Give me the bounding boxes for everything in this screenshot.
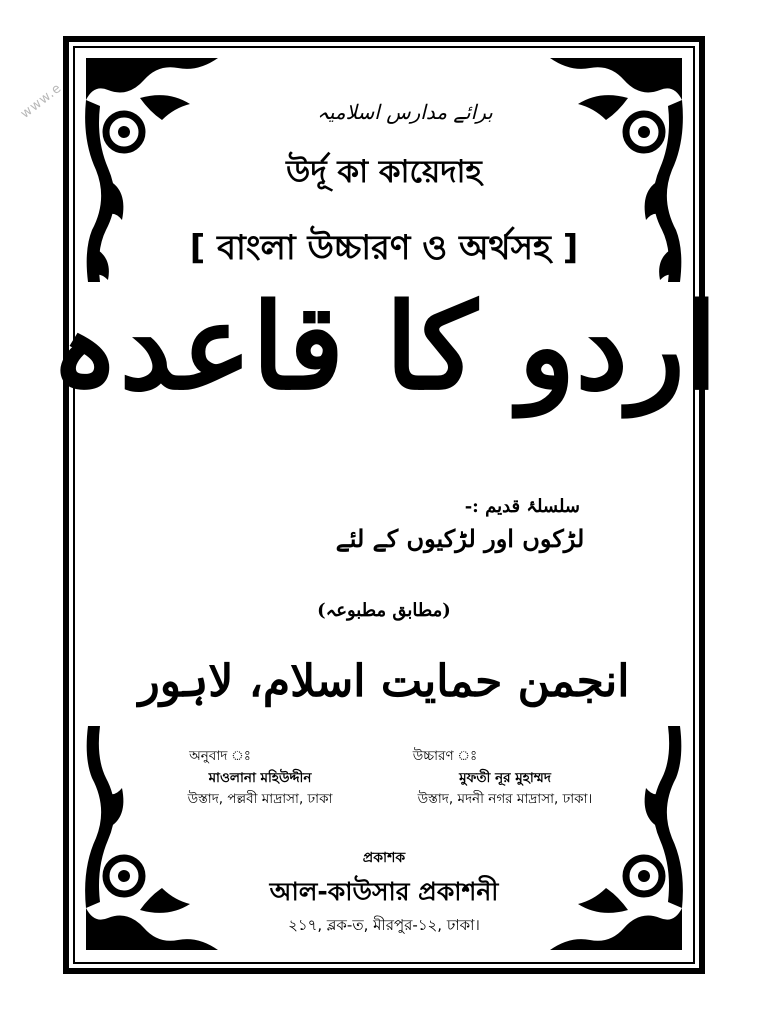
- urdu-title: اردو کا قاعدہ: [50, 277, 718, 416]
- translator-label: অনুবাদ ঃ: [189, 748, 251, 764]
- subtitle-close-bracket: ]: [562, 228, 579, 268]
- series-line: سلسلۂ قدیم :-: [464, 496, 580, 517]
- subtitle-open-bracket: [: [189, 228, 206, 268]
- publisher-label: প্রকাশক: [362, 850, 406, 866]
- pronunciation-desc: উস্তাদ, মদনী নগর মাদ্রাসা, ঢাকা।: [417, 791, 593, 808]
- subtitle: [0, 222, 768, 279]
- watermark: www.e: [18, 80, 65, 122]
- edition-note: (مطابق مطبوعہ): [317, 600, 451, 621]
- subtitle-text: বাংলা উচ্চারণ ও অর্থসহ: [217, 228, 551, 268]
- hindi-title: উর্দূ কা কায়েদাহ: [286, 154, 482, 190]
- pronunciation-label: উচ্চারণ ঃ: [412, 748, 478, 764]
- audience-line: لڑکوں اور لڑکیوں کے لئے: [335, 524, 585, 553]
- translator-name: মাওলানা মহিউদ্দীন: [208, 769, 312, 786]
- pronunciation-credit: [380, 746, 630, 811]
- publisher-name: আল-কাউসার প্রকাশনী: [269, 877, 499, 906]
- organization-name: انجمن حمایت اسلام، لاہور: [138, 656, 630, 707]
- publisher-address: ২১৭, ব্লক-ত, মীরপুর-১২, ঢাকা।: [288, 916, 480, 934]
- translator-desc: উস্তাদ, পল্লবী মাদ্রাসা, ঢাকা: [187, 791, 333, 808]
- pronunciation-name: মুফতী নূর মুহাম্মদ: [459, 769, 551, 786]
- blessing-line: برائے مدارس اسلامیہ: [317, 100, 493, 124]
- translator-credit: [140, 746, 380, 811]
